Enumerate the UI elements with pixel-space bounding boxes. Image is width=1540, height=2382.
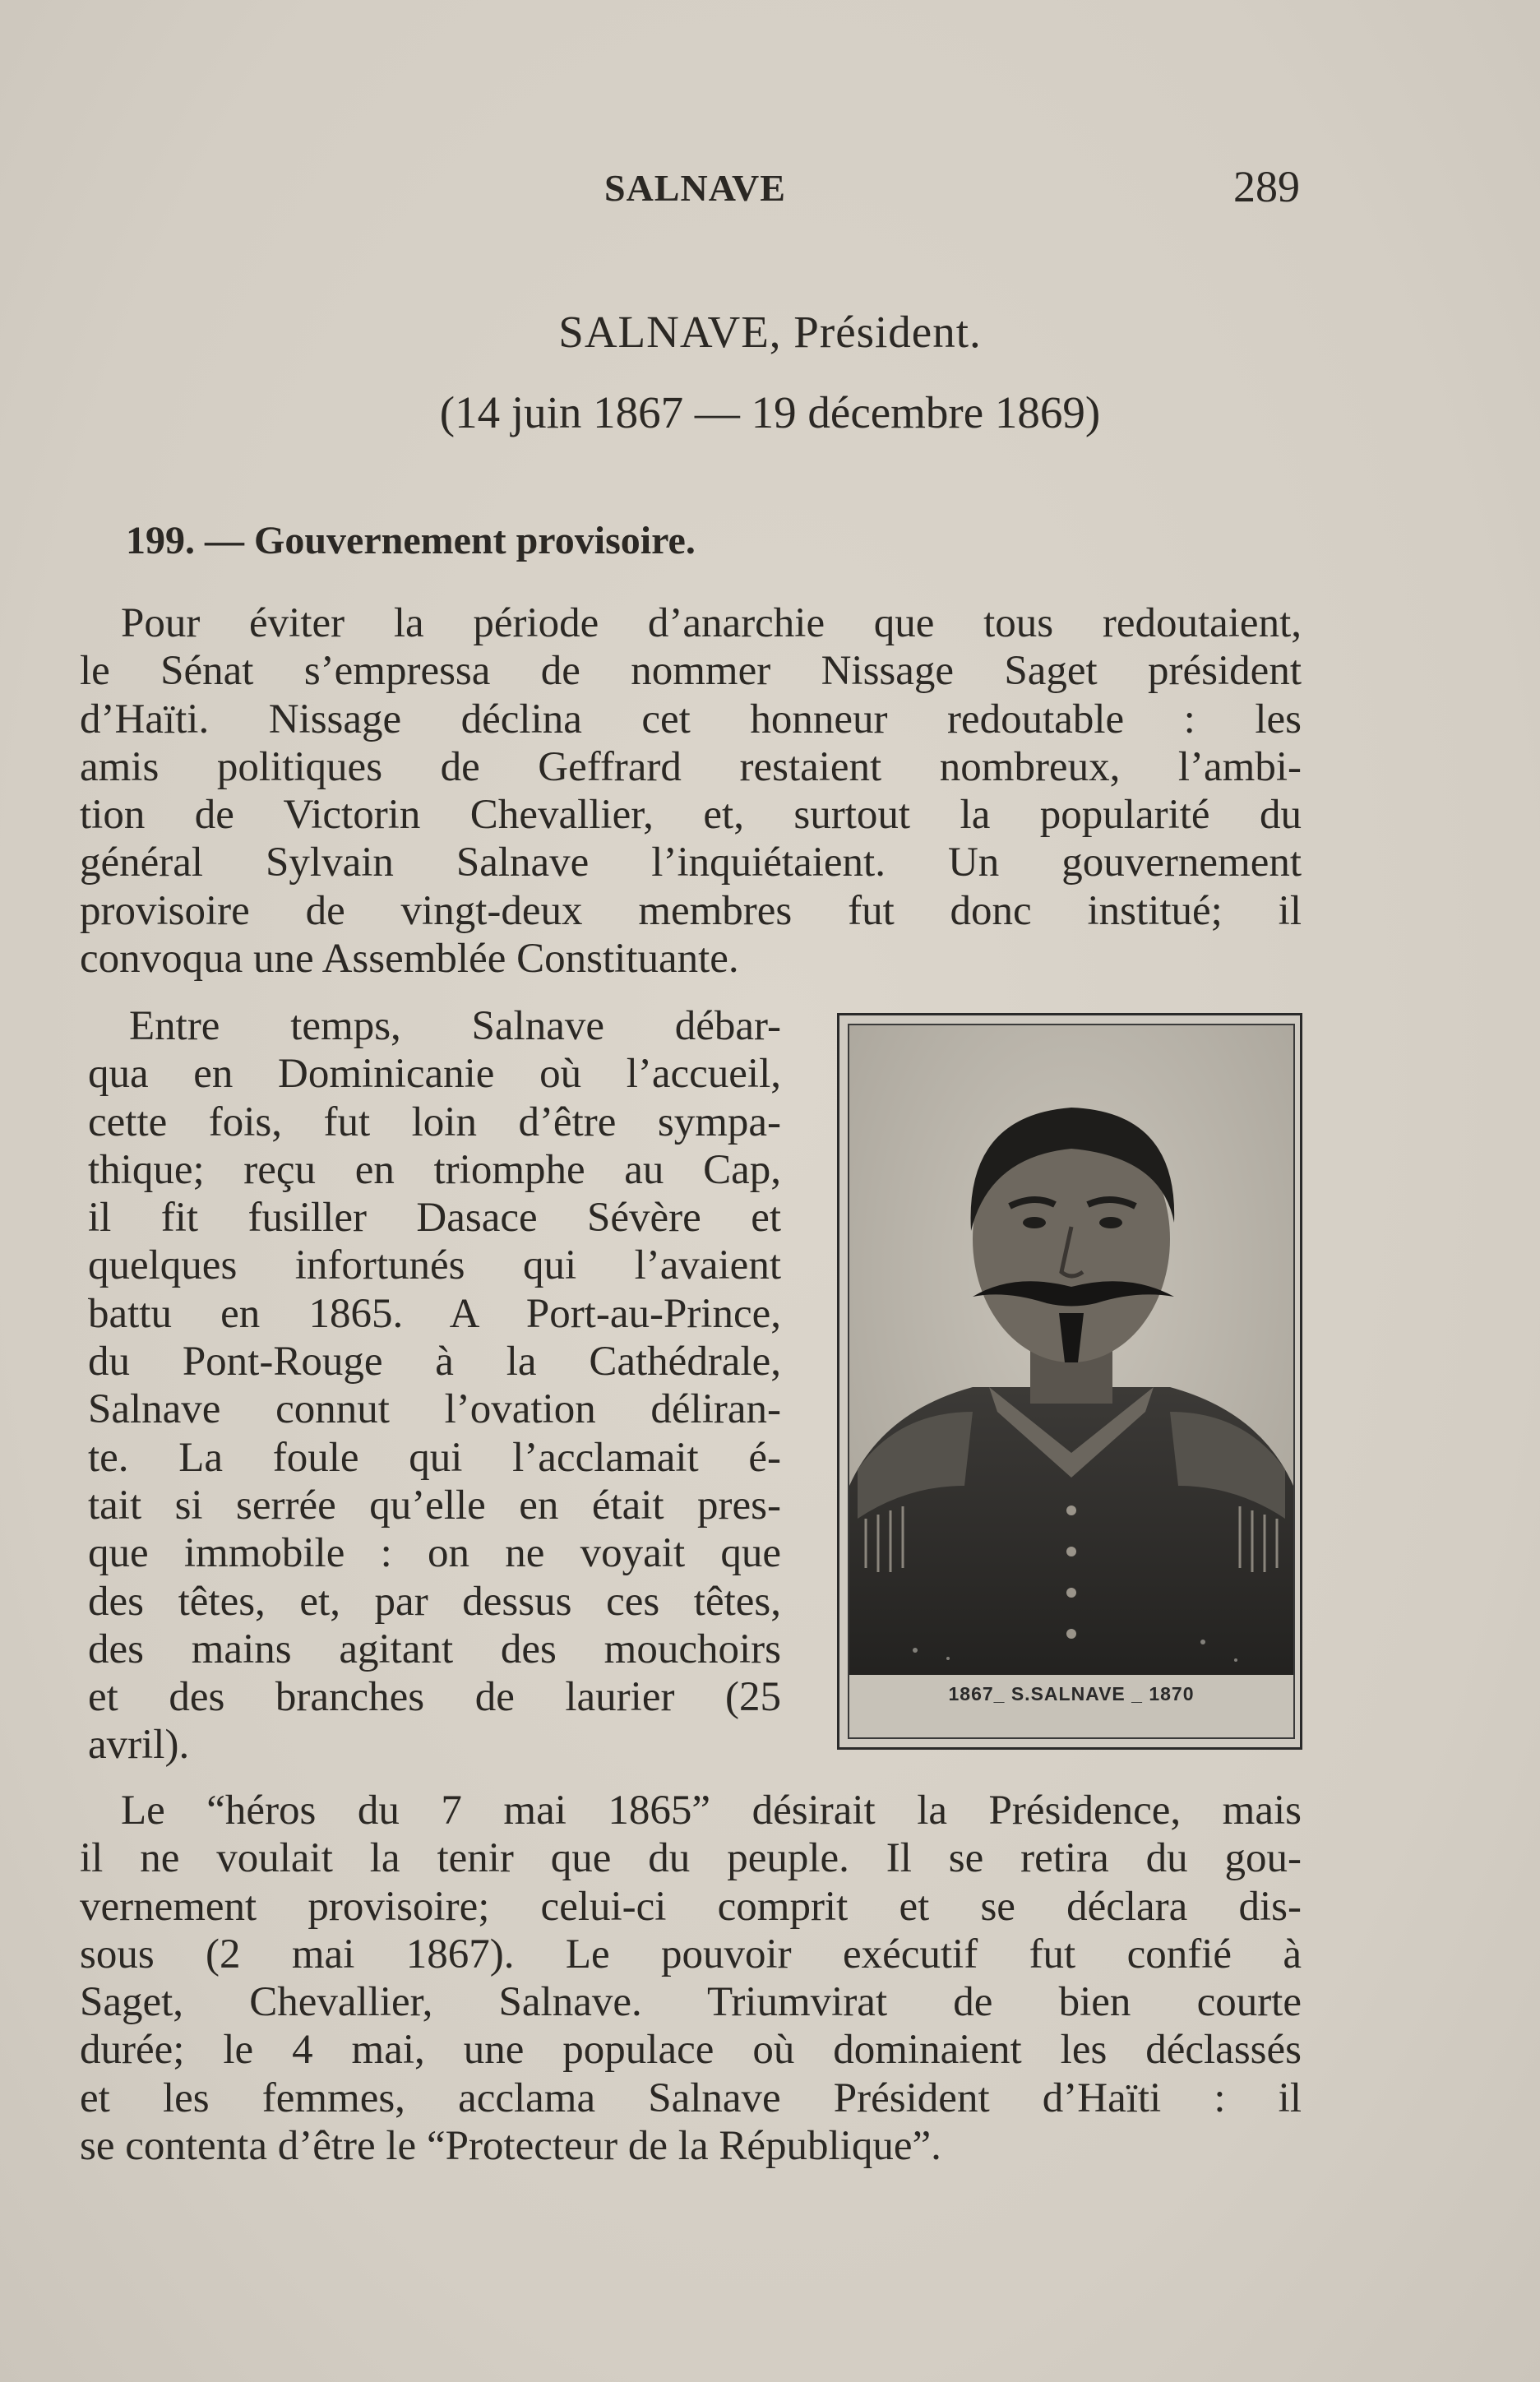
text-line: qua en Dominicanie où l’accueil, (88, 1051, 781, 1098)
text-line: vernement provisoire; celui-ci comprit et se déclara dis- (80, 1883, 1302, 1930)
running-head: SALNAVE (604, 167, 786, 209)
text-line: tait si serrée qu’elle en était pres- (88, 1482, 781, 1529)
paragraph-3 (80, 1787, 1302, 2170)
text-line: thique; reçu en triomphe au Cap, (88, 1146, 781, 1193)
text-line: Pour éviter la période d’anarchie que tous redoutaient, (121, 600, 1302, 646)
text-line: provisoire de vingt-deux membres fut donc institué; il (80, 887, 1302, 934)
text-line: se contenta d’être le “Protecteur de la République”. (80, 2123, 941, 2170)
text-line: sous (2 mai 1867). Le pouvoir exécutif fut confié à (80, 1931, 1302, 1977)
portrait-image (848, 1024, 1295, 1739)
text-line: que immobile : on ne voyait que (88, 1530, 781, 1577)
text-line: Saget, Chevallier, Salnave. Triumvirat de bien courte (80, 1979, 1302, 2026)
section-heading: 199. — Gouvernement provisoire. (126, 519, 696, 562)
text-line: et des branches de laurier (25 (88, 1674, 781, 1721)
chapter-title: SALNAVE, Président. (558, 307, 982, 357)
text-line: Entre temps, Salnave débar- (129, 1003, 781, 1049)
portrait-illustration (849, 1025, 1293, 1737)
text-line: le Sénat s’empressa de nommer Nissage Saget président (80, 648, 1302, 695)
text-line: Le “héros du 7 mai 1865” désirait la Présidence, mais (121, 1788, 1302, 1834)
text-line: il fit fusiller Dasace Sévère et (88, 1195, 781, 1242)
text-line: avril). (88, 1722, 190, 1769)
text-line: quelques infortunés qui l’avaient (88, 1242, 781, 1289)
text-line: amis politiques de Geffrard restaient nombreux, l’ambi- (80, 743, 1302, 790)
paragraph-1 (80, 599, 1302, 983)
text-line: des mains agitant des mouchoirs (88, 1626, 781, 1672)
text-line: Salnave connut l’ovation déliran- (88, 1386, 781, 1433)
portrait-caption: 1867_ S.SALNAVE _ 1870 (948, 1683, 1195, 1704)
text-line: cette fois, fut loin d’être sympa- (88, 1098, 781, 1145)
text-line: d’Haïti. Nissage déclina cet honneur redoutable : les (80, 696, 1302, 742)
page-number: 289 (1233, 162, 1300, 211)
text-line: des têtes, et, par dessus ces têtes, (88, 1578, 781, 1625)
text-line: te. La foule qui l’acclamait é- (88, 1434, 781, 1481)
text-line: il ne voulait la tenir que du peuple. Il se retira du gou- (80, 1835, 1302, 1882)
text-line: convoqua une Assemblée Constituante. (80, 936, 739, 983)
text-line: général Sylvain Salnave l’inquiétaient. Un gouvernement (80, 839, 1302, 886)
text-line: tion de Victorin Chevallier, et, surtout la popularité du (80, 792, 1302, 839)
text-line: durée; le 4 mai, une populace où dominaient les déclassés (80, 2027, 1302, 2074)
paragraph-2 (88, 1002, 781, 1769)
text-line: et les femmes, acclama Salnave Président d’Haïti : il (80, 2074, 1302, 2121)
text-line: battu en 1865. A Port-au-Prince, (88, 1290, 781, 1337)
text-line: du Pont-Rouge à la Cathédrale, (88, 1339, 781, 1385)
portrait-figure (837, 1013, 1302, 1750)
chapter-dates: (14 juin 1867 — 19 décembre 1869) (439, 387, 1101, 437)
